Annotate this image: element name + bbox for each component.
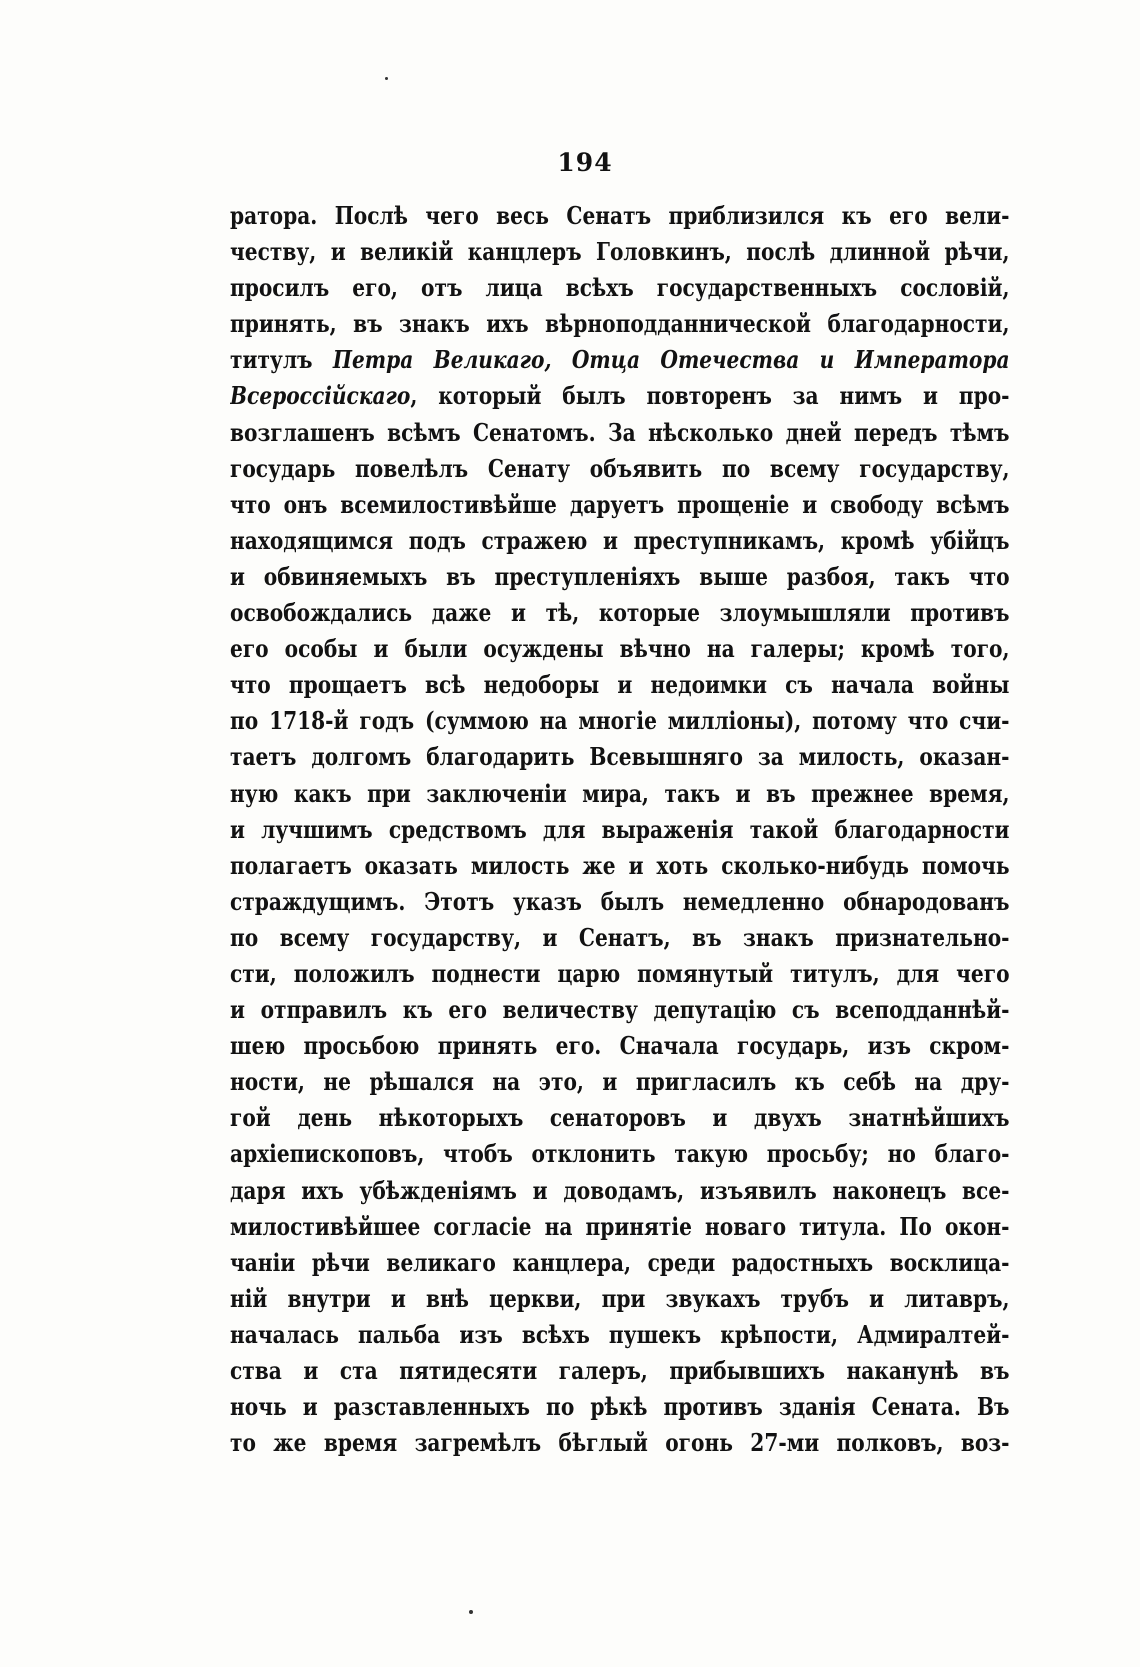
text-line: по 1718-й годъ (суммою на многіе милліоны), потому что счи- [230,706,1010,736]
text-line: страждущимъ. Этотъ указъ былъ немедленно обнародованъ [230,886,1010,916]
text-line: чаніи рѣчи великаго канцлера, среди радостныхъ восклица- [230,1247,1010,1277]
text-line: и лучшимъ средствомъ для выраженія такой благодарности [230,814,1010,844]
text-line: возглашенъ всѣмъ Сенатомъ. За нѣсколько дней передъ тѣмъ [230,417,1010,447]
text-line: сти, положилъ поднести царю помянутый титулъ, для чего [230,958,1010,988]
text-segment: титулъ [230,345,333,375]
text-line-italic-title [230,342,1010,378]
ink-speck [385,77,388,80]
text-line: честву, и великій канцлеръ Головкинъ, послѣ длинной рѣчи, [230,237,1010,267]
body-text [230,198,1010,1498]
text-line: то же время загремѣлъ бѣглый огонь 27-ми полковъ, воз- [230,1428,1010,1458]
text-line: просилъ его, отъ лица всѣхъ государственныхъ сословій, [230,273,1010,303]
text-line: принять, въ знакъ ихъ вѣрноподданнической благодарности, [230,309,1010,339]
text-line: что прощаетъ всѣ недоборы и недоимки съ начала войны [230,670,1010,700]
text-line: государь повелѣлъ Сенату объявить по всему государству, [230,453,1010,483]
text-line: и отправилъ къ его величеству депутацію съ всеподданнѣй- [230,995,1010,1025]
text-line: ночь и разставленныхъ по рѣкѣ противъ зданія Сената. Въ [230,1392,1010,1422]
page-number: 194 [557,148,613,177]
text-line: ности, не рѣшался на это, и пригласилъ къ себѣ на дру- [230,1067,1010,1097]
text-line: его особы и были осуждены вѣчно на галеры; кромѣ того, [230,634,1010,664]
text-segment: , который былъ повторенъ за нимъ и про- [410,381,1010,411]
text-line: архіепископовъ, чтобъ отклонить такую просьбу; но благо- [230,1139,1010,1169]
text-line: освобождались даже и тѣ, которые злоумышляли противъ [230,598,1010,628]
text-line: полагаетъ оказать милость же и хоть сколько-нибудь помочь [230,850,1010,880]
text-line: ства и ста пятидесяти галеръ, прибывшихъ наканунѣ въ [230,1356,1010,1385]
ink-speck [469,1610,473,1614]
text-line: находящимся подъ стражею и преступникамъ, кромѣ убійцъ [230,525,1010,555]
text-line: по всему государству, и Сенатъ, въ знакъ признательно- [230,922,1010,952]
text-line: даря ихъ убѣжденіямъ и доводамъ, изъявилъ наконецъ все- [230,1175,1010,1205]
text-line: милостивѣйшее согласіе на принятіе новаго титула. По окон- [230,1211,1010,1241]
text-line: что онъ всемилостивѣйше даруетъ прощеніе и свободу всѣмъ [230,489,1010,519]
italic-title: Петра Великаго, Отца Отечества и Императора [332,345,1010,375]
text-line: ній внутри и внѣ церкви, при звукахъ трубъ и литавръ, [230,1283,1010,1313]
text-line: шею просьбою принять его. Сначала государь, изъ скром- [230,1031,1010,1061]
text-line: таетъ долгомъ благодарить Всевышняго за милость, оказан- [230,742,1010,772]
italic-title: Всероссійскаго [230,381,411,411]
text-line: гой день нѣкоторыхъ сенаторовъ и двухъ знатнѣйшихъ [230,1103,1010,1133]
text-line: и обвиняемыхъ въ преступленіяхъ выше разбоя, такъ что [230,561,1010,591]
text-line-italic-title [230,378,1010,414]
text-line: ратора. Послѣ чего весь Сенатъ приблизился къ его вели- [230,201,1010,230]
text-line: началась пальба изъ всѣхъ пушекъ крѣпости, Адмиралтей- [230,1319,1010,1349]
text-line: ную какъ при заключеніи мира, такъ и въ прежнее время, [230,778,1010,808]
